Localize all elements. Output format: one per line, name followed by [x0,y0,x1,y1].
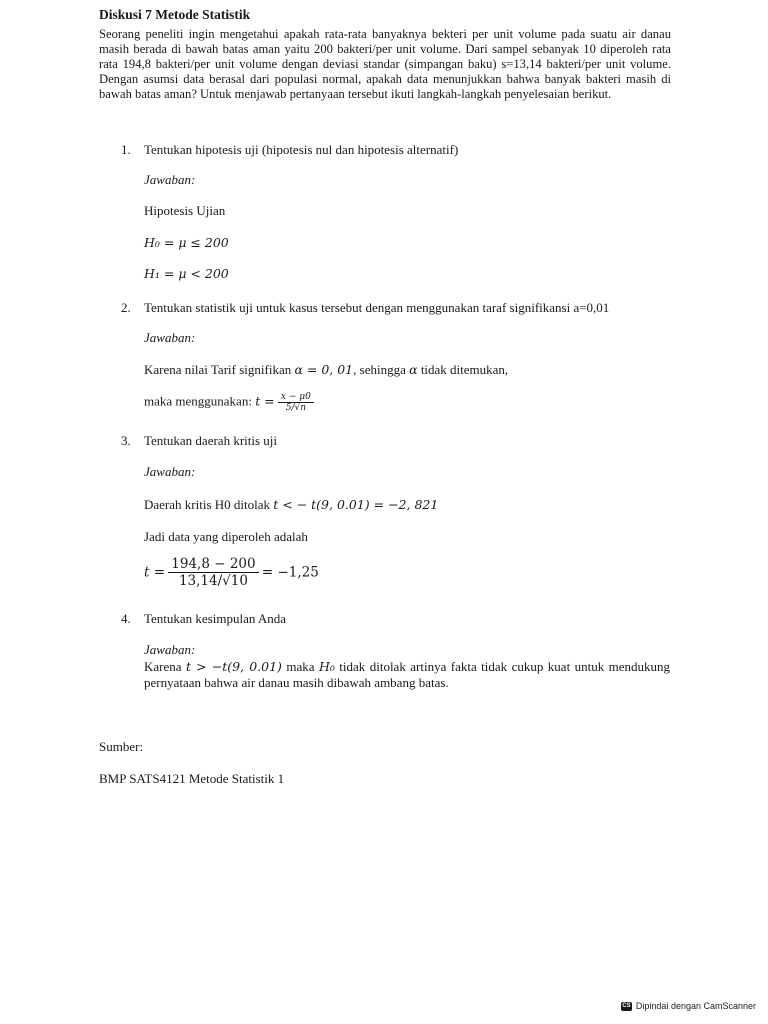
camscanner-text: Dipindai dengan CamScanner [635,1001,756,1011]
q4-question: Tentukan kesimpulan Anda [144,611,287,626]
document-title: Diskusi 7 Metode Statistik [99,7,251,22]
q4-conclusion-c: tidak ditolak artinya fakta tidak cukup kuat untuk mendukung pernyataan bahwa air danau masih dibawah ambang batas. [144,659,671,690]
q3-calc-fraction [168,556,258,589]
q3-calc-numerator: 194,8 − 200 [168,556,258,573]
source-text: BMP SATS4121 Metode Statistik 1 [99,771,285,786]
q1-h1: H₁ = μ < 200 [144,266,229,281]
q3-calc-lhs: t = [144,564,166,581]
q4-conclusion-math1: t > −t(9, 0.01) [185,659,282,674]
q2-formula-denominator: 5/√n [285,403,307,413]
q1-question: Tentukan hipotesis uji (hipotesis nul dan hipotesis alternatif) [144,142,459,157]
q1-number: 1. [121,142,131,157]
q2-line1-a: Karena nilai Tarif signifikan [144,362,295,377]
intro-paragraph: Seorang peneliti ingin mengetahui apakah rata-rata banyaknya bekteri per unit volume pada suatu air danau masih berada di bawah batas aman yaitu 200 bakteri/per unit volume. Dari sampel sebanyak 10 diperoleh rata rata 194,8 bakteri/per unit volume dengan deviasi standar (simpangan baku) s=13,14 bakteri/per unit volume. Dengan asumsi data berasal dari populasi normal, apakah data menunjukkan bahwa banyak bakteri masih di bawah batas aman? Untuk menjawab pertanyaan tersebut ikuti langkah-langkah penyelesaian berikut. [99,27,671,101]
q2-formula-lhs: t = [255,393,275,409]
q2-line1-b: , sehingga [353,362,410,377]
q2-question: Tentukan statistik uji untuk kasus tersebut dengan menggunakan taraf signifikansi a=0,01 [144,300,610,315]
q2-formula-fraction [278,392,314,413]
q1-h0: H₀ = μ ≤ 200 [144,235,229,250]
q2-formula-numerator: x − μ0 [278,392,314,403]
q2-answer-label: Jawaban: [144,330,196,345]
q2-line1-c: tidak ditemukan, [417,362,509,377]
q4-conclusion-a: Karena [144,659,186,674]
q2-alpha-value: α = 0, 01 [294,362,354,377]
camscanner-watermark [621,998,756,1014]
q2-alpha: α [409,362,418,377]
q3-critical-text: Daerah kritis H0 ditolak [144,497,274,512]
q1-heading: Hipotesis Ujian [144,203,226,218]
q4-conclusion-math2: H₀ [318,659,335,674]
q4-conclusion-b: maka [281,659,319,674]
q3-critical-math: t < − t(9, 0.01) = −2, 821 [273,497,439,512]
q1-answer-label: Jawaban: [144,172,196,187]
q3-number: 3. [121,433,131,448]
q2-line2-text: maka menggunakan: [144,393,256,409]
q2-line2 [144,392,314,413]
q4-conclusion [144,659,670,691]
q3-answer-label: Jawaban: [144,464,196,479]
q4-answer-label: Jawaban: [144,642,196,657]
source-label: Sumber: [99,739,144,754]
q3-question: Tentukan daerah kritis uji [144,433,278,448]
q3-critical-region [144,497,438,513]
q3-calc-denominator: 13,14/√10 [178,573,248,589]
camscanner-logo-icon: CS [622,1002,631,1009]
q4-number: 4. [121,611,131,626]
q2-line1 [144,362,508,378]
q2-number: 2. [121,300,131,315]
q3-calculation [144,556,319,589]
q3-line2: Jadi data yang diperoleh adalah [144,529,308,544]
q3-calc-rhs: = −1,25 [261,564,319,581]
